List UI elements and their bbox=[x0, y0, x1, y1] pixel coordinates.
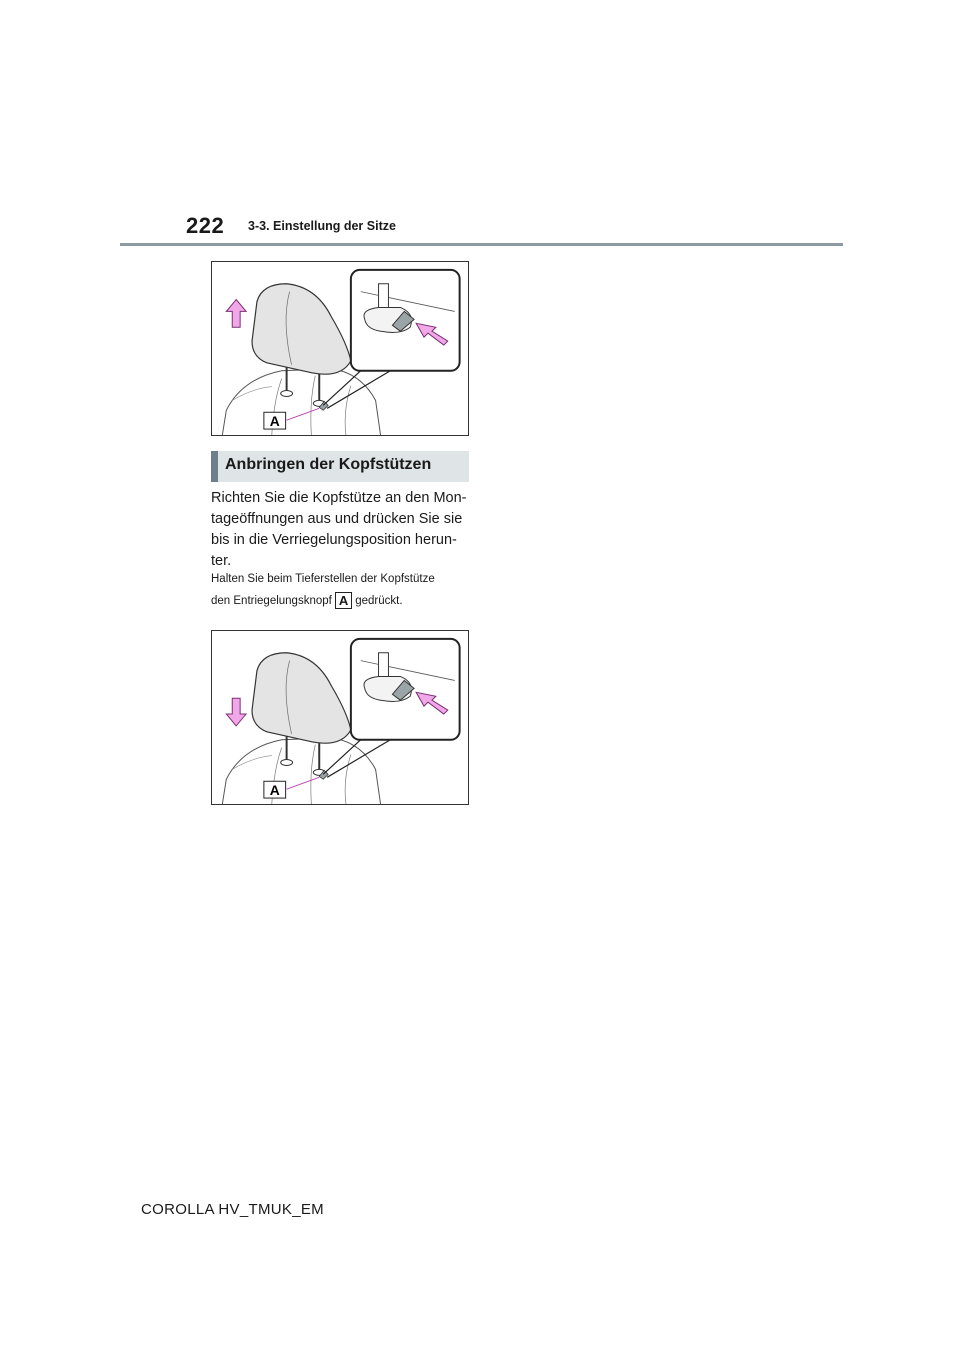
headrest-raise-svg bbox=[212, 262, 468, 435]
instruction-line: Richten Sie die Kopfstütze an den Mon- bbox=[211, 490, 467, 506]
headrest-raise-illustration bbox=[211, 261, 469, 436]
note-line-1: Halten Sie beim Tieferstellen der Kopfstütze bbox=[211, 573, 435, 585]
instruction-text bbox=[211, 488, 473, 572]
figure-label-a: A bbox=[269, 782, 280, 799]
note-line-2 bbox=[211, 590, 473, 612]
instruction-line: ter. bbox=[211, 553, 232, 569]
section-title: 3-3. Einstellung der Sitze bbox=[248, 219, 396, 233]
page-number: 222 bbox=[186, 213, 225, 238]
figure-label-a: A bbox=[269, 413, 280, 430]
footer-model: COROLLA HV_TMUK_EM bbox=[141, 1201, 324, 1218]
headrest-lower-svg bbox=[212, 631, 468, 804]
headrest-lower-illustration bbox=[211, 630, 469, 805]
section-heading: Anbringen der Kopfstützen bbox=[225, 456, 432, 473]
note-line-2-after: gedrückt. bbox=[355, 595, 403, 607]
header-divider bbox=[120, 243, 843, 246]
note-text bbox=[211, 568, 473, 612]
note-line-2-before: den Entriegelungsknopf bbox=[211, 595, 332, 607]
instruction-line: tageöffnungen aus und drücken Sie sie bbox=[211, 511, 463, 527]
instruction-line: bis in die Verriegelungsposition herun- bbox=[211, 532, 457, 548]
note-label-a: A bbox=[335, 592, 352, 609]
heading-accent bbox=[211, 451, 218, 482]
section-heading-bar bbox=[211, 451, 469, 482]
